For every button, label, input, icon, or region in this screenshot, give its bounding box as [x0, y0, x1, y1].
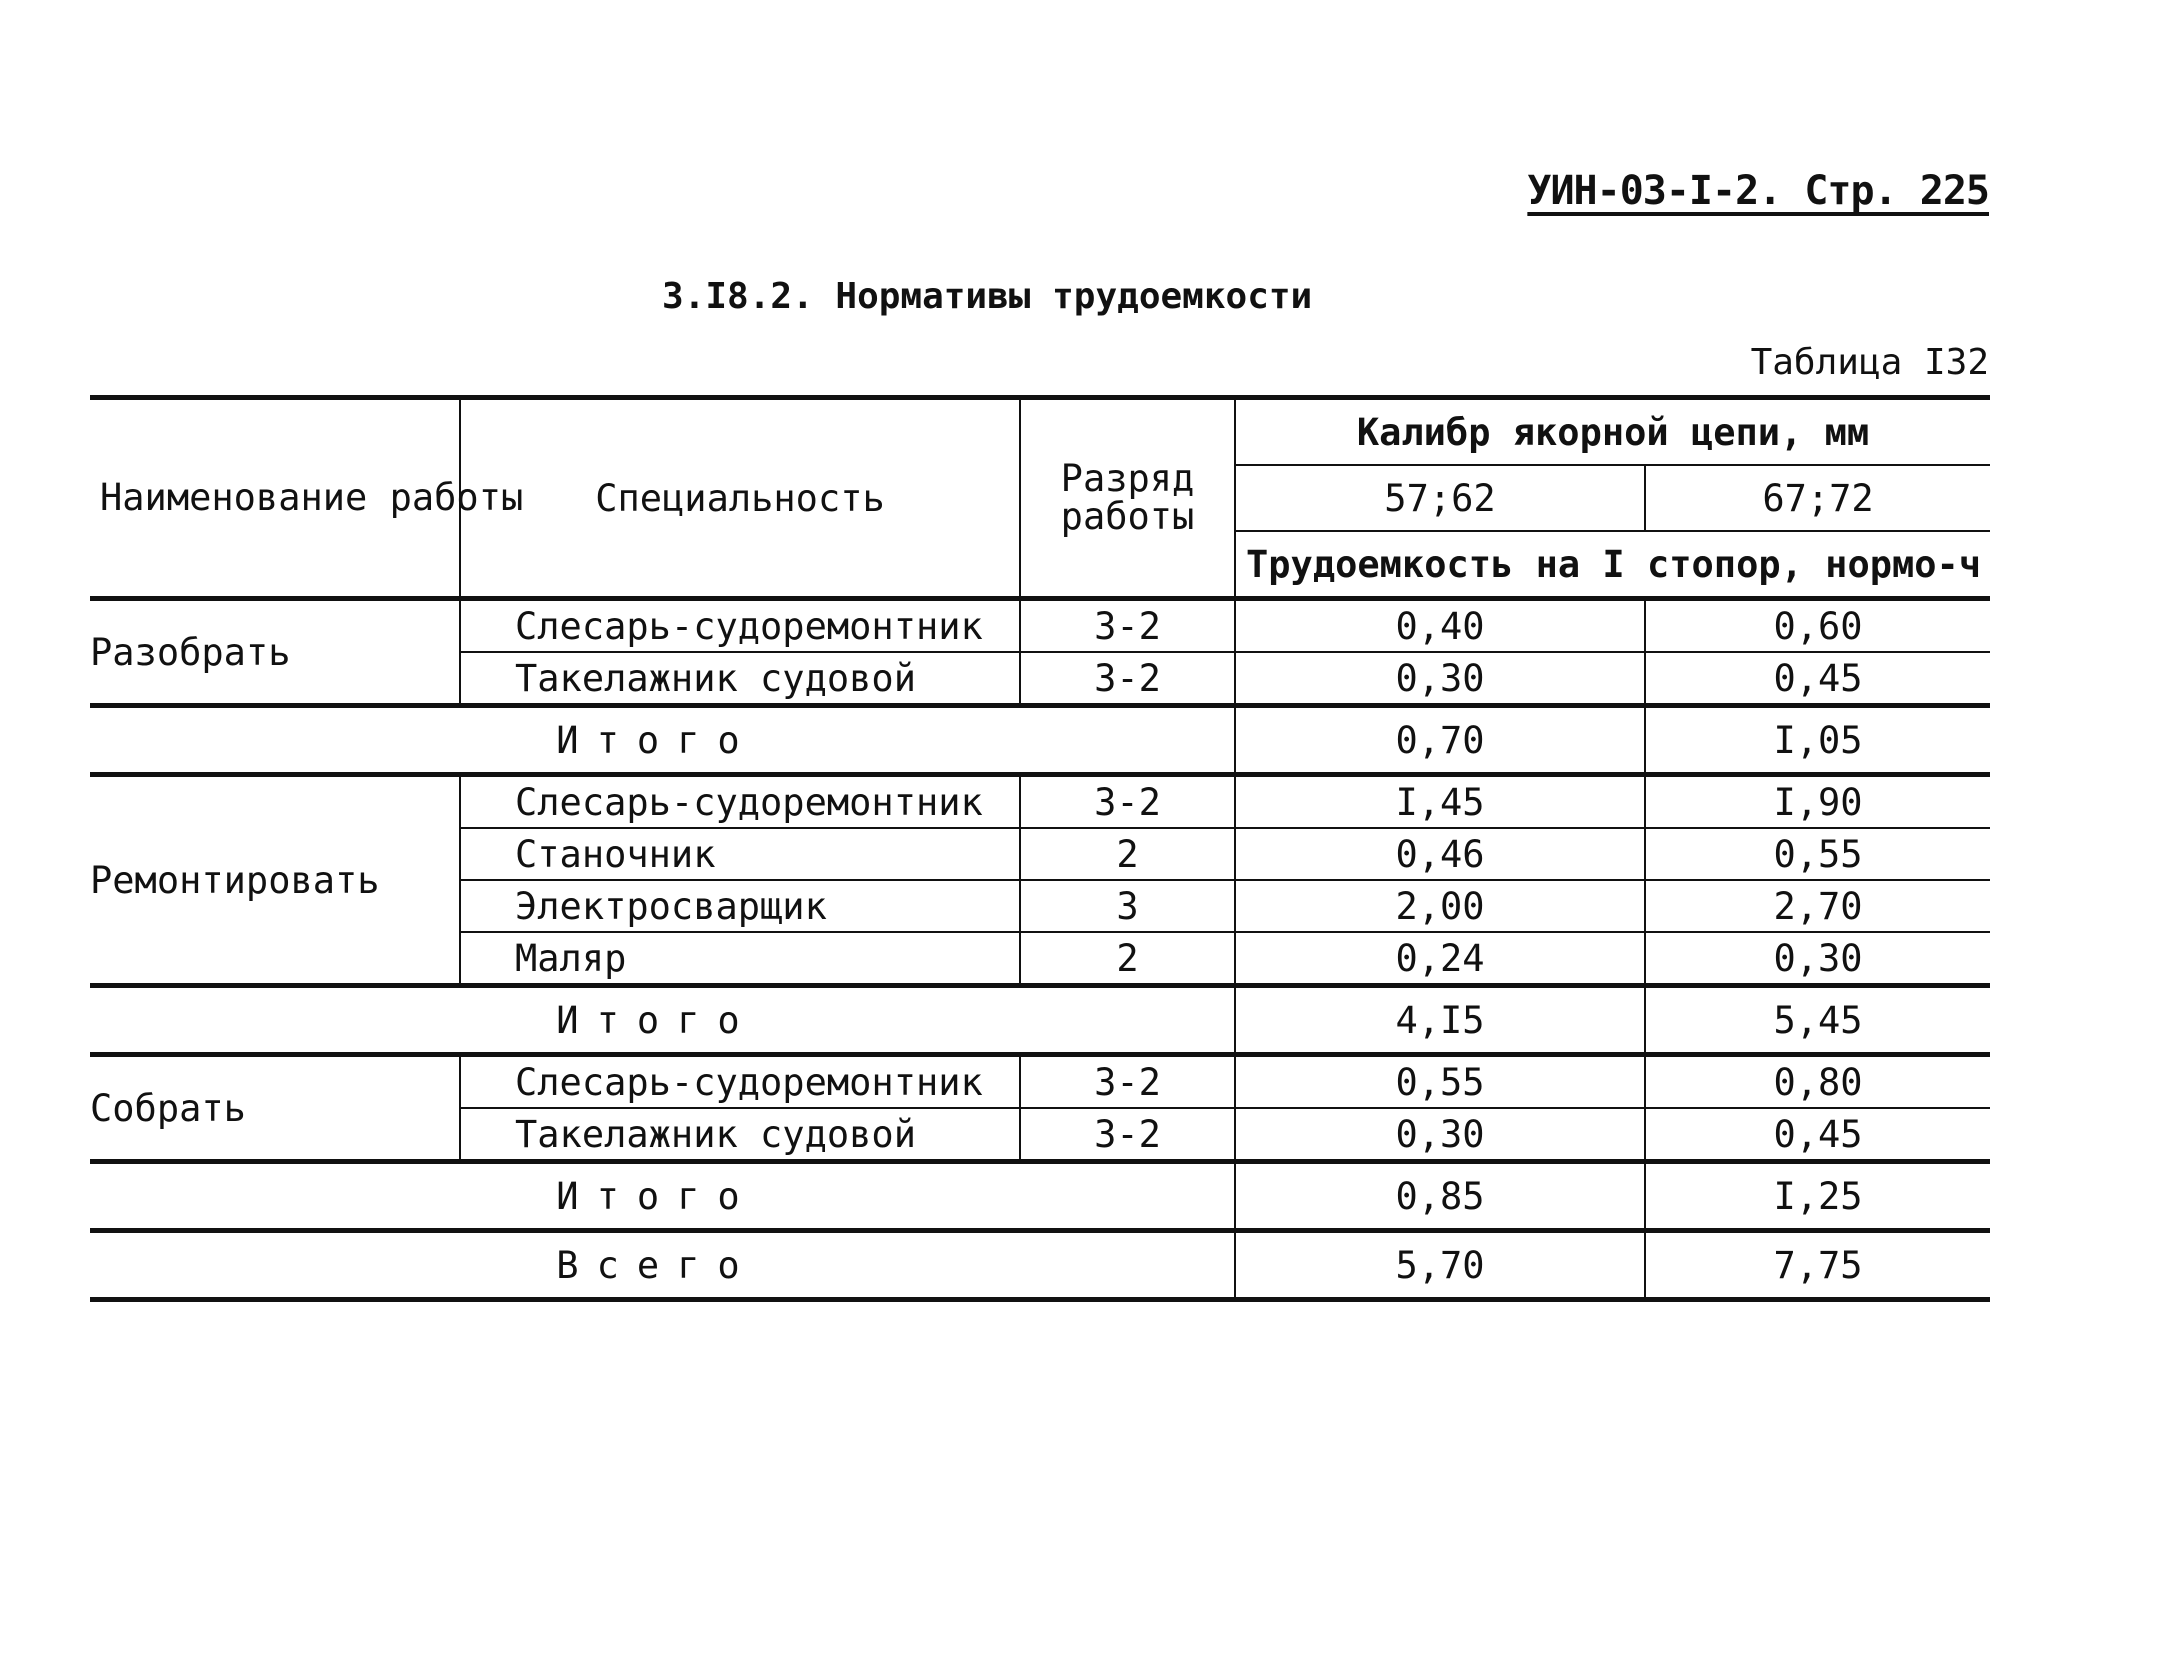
specialty-cell: Слесарь-судоремонтник: [460, 1055, 1020, 1109]
subtotal-value: 4,I5: [1235, 986, 1645, 1055]
value-cell: 0,60: [1645, 599, 1990, 653]
value-cell: 0,45: [1645, 1108, 1990, 1162]
subtotal-value: 0,85: [1235, 1162, 1645, 1231]
header-specialty: Специальность: [460, 398, 1020, 599]
header-caliber-a: 57;62: [1235, 465, 1645, 531]
grand-total-label: Всего: [90, 1231, 1235, 1300]
group-name: Разобрать: [90, 599, 460, 706]
value-cell: 0,30: [1235, 652, 1645, 706]
header-grade: Разряд работы: [1020, 398, 1235, 599]
grade-cell: 2: [1020, 932, 1235, 986]
subtotal-label: Итого: [90, 986, 1235, 1055]
section-title: 3.I8.2. Нормативы трудоемкости: [662, 276, 1313, 317]
group-name: Собрать: [90, 1055, 460, 1162]
subtotal-value: I,05: [1645, 706, 1990, 775]
specialty-cell: Электросварщик: [460, 880, 1020, 932]
value-cell: 0,30: [1235, 1108, 1645, 1162]
subtotal-row: [90, 1162, 1990, 1231]
value-cell: 0,30: [1645, 932, 1990, 986]
subtotal-value: 5,45: [1645, 986, 1990, 1055]
labor-norms-table: [90, 395, 1990, 1302]
subtotal-row: [90, 986, 1990, 1055]
grade-cell: 3-2: [1020, 652, 1235, 706]
value-cell: 0,80: [1645, 1055, 1990, 1109]
group-name: Ремонтировать: [90, 775, 460, 986]
specialty-cell: Слесарь-судоремонтник: [460, 599, 1020, 653]
header-caliber-b: 67;72: [1645, 465, 1990, 531]
value-cell: 0,40: [1235, 599, 1645, 653]
value-cell: 0,45: [1645, 652, 1990, 706]
grand-total-row: [90, 1231, 1990, 1300]
grade-cell: 2: [1020, 828, 1235, 880]
subtotal-row: [90, 706, 1990, 775]
grade-cell: 3: [1020, 880, 1235, 932]
grade-cell: 3-2: [1020, 1055, 1235, 1109]
value-cell: 0,55: [1645, 828, 1990, 880]
specialty-cell: Станочник: [460, 828, 1020, 880]
grand-total-value: 5,70: [1235, 1231, 1645, 1300]
table-row: [90, 775, 1990, 829]
value-cell: I,90: [1645, 775, 1990, 829]
grand-total-value: 7,75: [1645, 1231, 1990, 1300]
document-code: УИН-03-I-2. Стр. 225: [1527, 168, 1989, 214]
header-work-name: Наименование работы: [90, 398, 460, 599]
specialty-cell: Слесарь-судоремонтник: [460, 775, 1020, 829]
header-labor: Трудоемкость на I стопор, нормо-ч: [1235, 531, 1990, 599]
table-label: Таблица I32: [1750, 342, 1989, 383]
subtotal-label: Итого: [90, 1162, 1235, 1231]
specialty-cell: Маляр: [460, 932, 1020, 986]
specialty-cell: Такелажник судовой: [460, 652, 1020, 706]
value-cell: I,45: [1235, 775, 1645, 829]
table-row: [90, 599, 1990, 653]
specialty-cell: Такелажник судовой: [460, 1108, 1020, 1162]
table-header-row: [90, 398, 1990, 466]
value-cell: 2,00: [1235, 880, 1645, 932]
grade-cell: 3-2: [1020, 1108, 1235, 1162]
grade-cell: 3-2: [1020, 775, 1235, 829]
subtotal-value: I,25: [1645, 1162, 1990, 1231]
value-cell: 2,70: [1645, 880, 1990, 932]
value-cell: 0,55: [1235, 1055, 1645, 1109]
value-cell: 0,46: [1235, 828, 1645, 880]
value-cell: 0,24: [1235, 932, 1645, 986]
grade-cell: 3-2: [1020, 599, 1235, 653]
subtotal-value: 0,70: [1235, 706, 1645, 775]
header-caliber: Калибр якорной цепи, мм: [1235, 398, 1990, 466]
table-row: [90, 1055, 1990, 1109]
subtotal-label: Итого: [90, 706, 1235, 775]
